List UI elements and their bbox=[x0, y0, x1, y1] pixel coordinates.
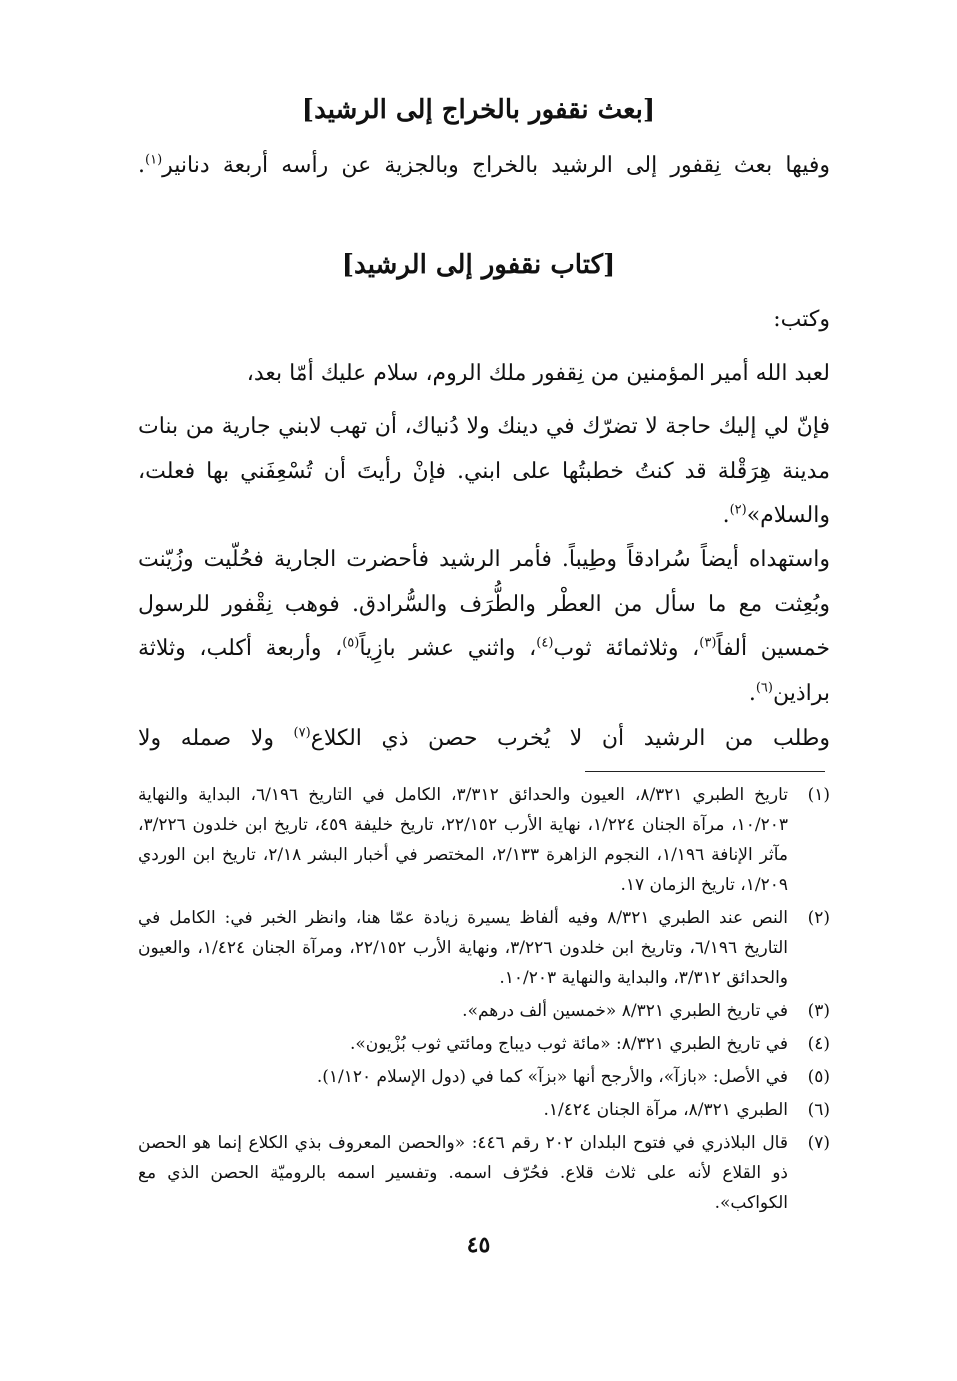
paragraph-fortress-text-a: وطلب من الرشيد أن لا يُخرب حصن ذي الكلاع bbox=[310, 726, 830, 751]
footnote-text: في تاريخ الطبري ٨/٣٢١: «مائة ثوب ديباج ومائتي ثوب بُزْيون». bbox=[349, 1034, 788, 1054]
paragraph-salutation: لعبد الله أمير المؤمنين من نِقفور ملك الروم، سلام عليك أمّا بعد، bbox=[246, 361, 830, 386]
footnote-ref-3: (٣) bbox=[699, 635, 717, 651]
footnote-item bbox=[138, 1062, 830, 1092]
footnote-text: في الأصل: «بازآ»، والأرجح أنها «بزآ» كما في (دول الإسلام ١/١٢٠). bbox=[316, 1067, 788, 1087]
paragraph-end-mark: . bbox=[138, 153, 145, 178]
footnote-item bbox=[138, 996, 830, 1026]
section-heading-letter: [كتاب نقفور إلى الرشيد] bbox=[341, 250, 616, 280]
footnote-item bbox=[138, 1095, 830, 1125]
paragraph-gifts-text-d: ، وأربعة أكلب، وثلاثة براذين bbox=[138, 636, 830, 706]
paragraph-gifts bbox=[138, 538, 830, 716]
page-number: ٤٥ bbox=[466, 1232, 491, 1258]
paragraph-gifts-text-b: ، وثلاثمائة ثوب bbox=[553, 636, 700, 661]
footnote-number: (٥) bbox=[807, 1067, 830, 1087]
section-heading-tribute: [بعث نقفور بالخراج إلى الرشيد] bbox=[301, 95, 656, 125]
paragraph-tribute bbox=[138, 144, 830, 189]
footnote-number: (٣) bbox=[807, 1001, 830, 1021]
footnote-number: (٦) bbox=[807, 1100, 830, 1120]
footnote-text: النص عند الطبري ٨/٣٢١ وفيه ألفاظ يسيرة زيادة عمّا هنا، وانظر الخبر في: الكامل في التاريخ ٦/١٩٦، وتاريخ ابن خلدون ٣/٢٢٦، ونهاية الأرب ٢٢/١٥٢، ومرآة الجنان ١/٤٢٤، والعيون والحدائق ٣/٣١٢، والبداية والنهاية ١٠/٢٠٣. bbox=[138, 908, 788, 988]
footnotes bbox=[138, 780, 830, 1221]
footnote-ref-2: (٢) bbox=[729, 502, 747, 518]
footnote-number: (٤) bbox=[807, 1034, 830, 1054]
footnote-item bbox=[138, 1029, 830, 1059]
footnote-ref-1: (١) bbox=[145, 152, 163, 168]
footnote-separator bbox=[585, 771, 825, 772]
paragraph-end-mark: . bbox=[748, 680, 756, 706]
footnote-item bbox=[138, 903, 830, 993]
footnote-item bbox=[138, 780, 830, 900]
footnote-number: (١) bbox=[807, 785, 830, 805]
footnote-ref-7: (٧) bbox=[293, 725, 311, 741]
paragraph-fortress-text-b: ولا صمله ولا bbox=[138, 726, 274, 751]
paragraph-letter-body bbox=[138, 405, 830, 539]
paragraph-he-wrote: وكتب: bbox=[773, 307, 830, 332]
paragraph-gifts-text-a: واستهداه أيضاً سُرادقاً وطِيباً. فأمر الرشيد فأحضرت الجارية فحُلّيت وزُيّنت وبُعِثت مع ما سأل من العطْر والطُّرَف والسُّرادق. فوهب نِقْفور للرسول خمسين ألفاً bbox=[138, 547, 830, 661]
footnote-ref-4: (٤) bbox=[536, 635, 554, 651]
paragraph-letter-body-text: فإنّ لي إليك حاجة لا تضرّك في دينك ولا دُنياك، أن تهب لابني جارية من بنات مدينة هِرَقْلة قد كنتُ خطبتُها على ابني. فإنْ رأيتَ أن تُسْعِفَني بها فعلت، والسلام» bbox=[138, 414, 830, 528]
paragraph-end-mark: . bbox=[722, 503, 730, 528]
footnote-text: تاريخ الطبري ٨/٣٢١، العيون والحدائق ٣/٣١٢، الكامل في التاريخ ٦/١٩٦، البداية والنهاية ١٠/٢٠٣، مرآة الجنان ١/٢٢٤، نهاية الأرب ٢٢/١٥٢، تاريخ خليفة ٤٥٩، تاريخ ابن خلدون ٣/٢٢٦، مآثر الإنافة ١/١٩٦، النجوم الزاهرة ٢/١٣٣، المختصر في أخبار البشر ٢/١٨، تاريخ ابن الوردي ١/٢٠٩، تاريخ الزمان ١٧. bbox=[138, 785, 788, 895]
footnote-ref-5: (٥) bbox=[342, 635, 360, 651]
paragraph-tribute-text: وفيها بعث نِقفور إلى الرشيد بالخراج وبالجزية عن رأسه أربعة دنانير bbox=[162, 153, 830, 178]
footnote-text: الطبري ٨/٣٢١، مرآة الجنان ١/٤٢٤. bbox=[543, 1100, 788, 1120]
paragraph-gifts-text-c: ، واثني عشر بازِياً bbox=[359, 636, 537, 661]
footnote-text: قال البلاذري في فتوح البلدان ٢٠٢ رقم ٤٤٦: «والحصن المعروف بذي الكلاع إنما هو الحصن ذو القلاع لأنه على ثلاث قلاع. فحُرّف اسمه. وتفسير اسمه بالروميّة الحصن الذي مع الكواكب». bbox=[138, 1133, 788, 1213]
footnote-ref-6: (٦) bbox=[755, 680, 773, 696]
footnote-number: (٢) bbox=[807, 908, 830, 928]
footnote-text: في تاريخ الطبري ٨/٣٢١ «خمسين ألف درهم». bbox=[462, 1001, 788, 1021]
footnote-item bbox=[138, 1128, 830, 1218]
paragraph-fortress bbox=[138, 717, 830, 762]
footnote-number: (٧) bbox=[807, 1133, 830, 1153]
